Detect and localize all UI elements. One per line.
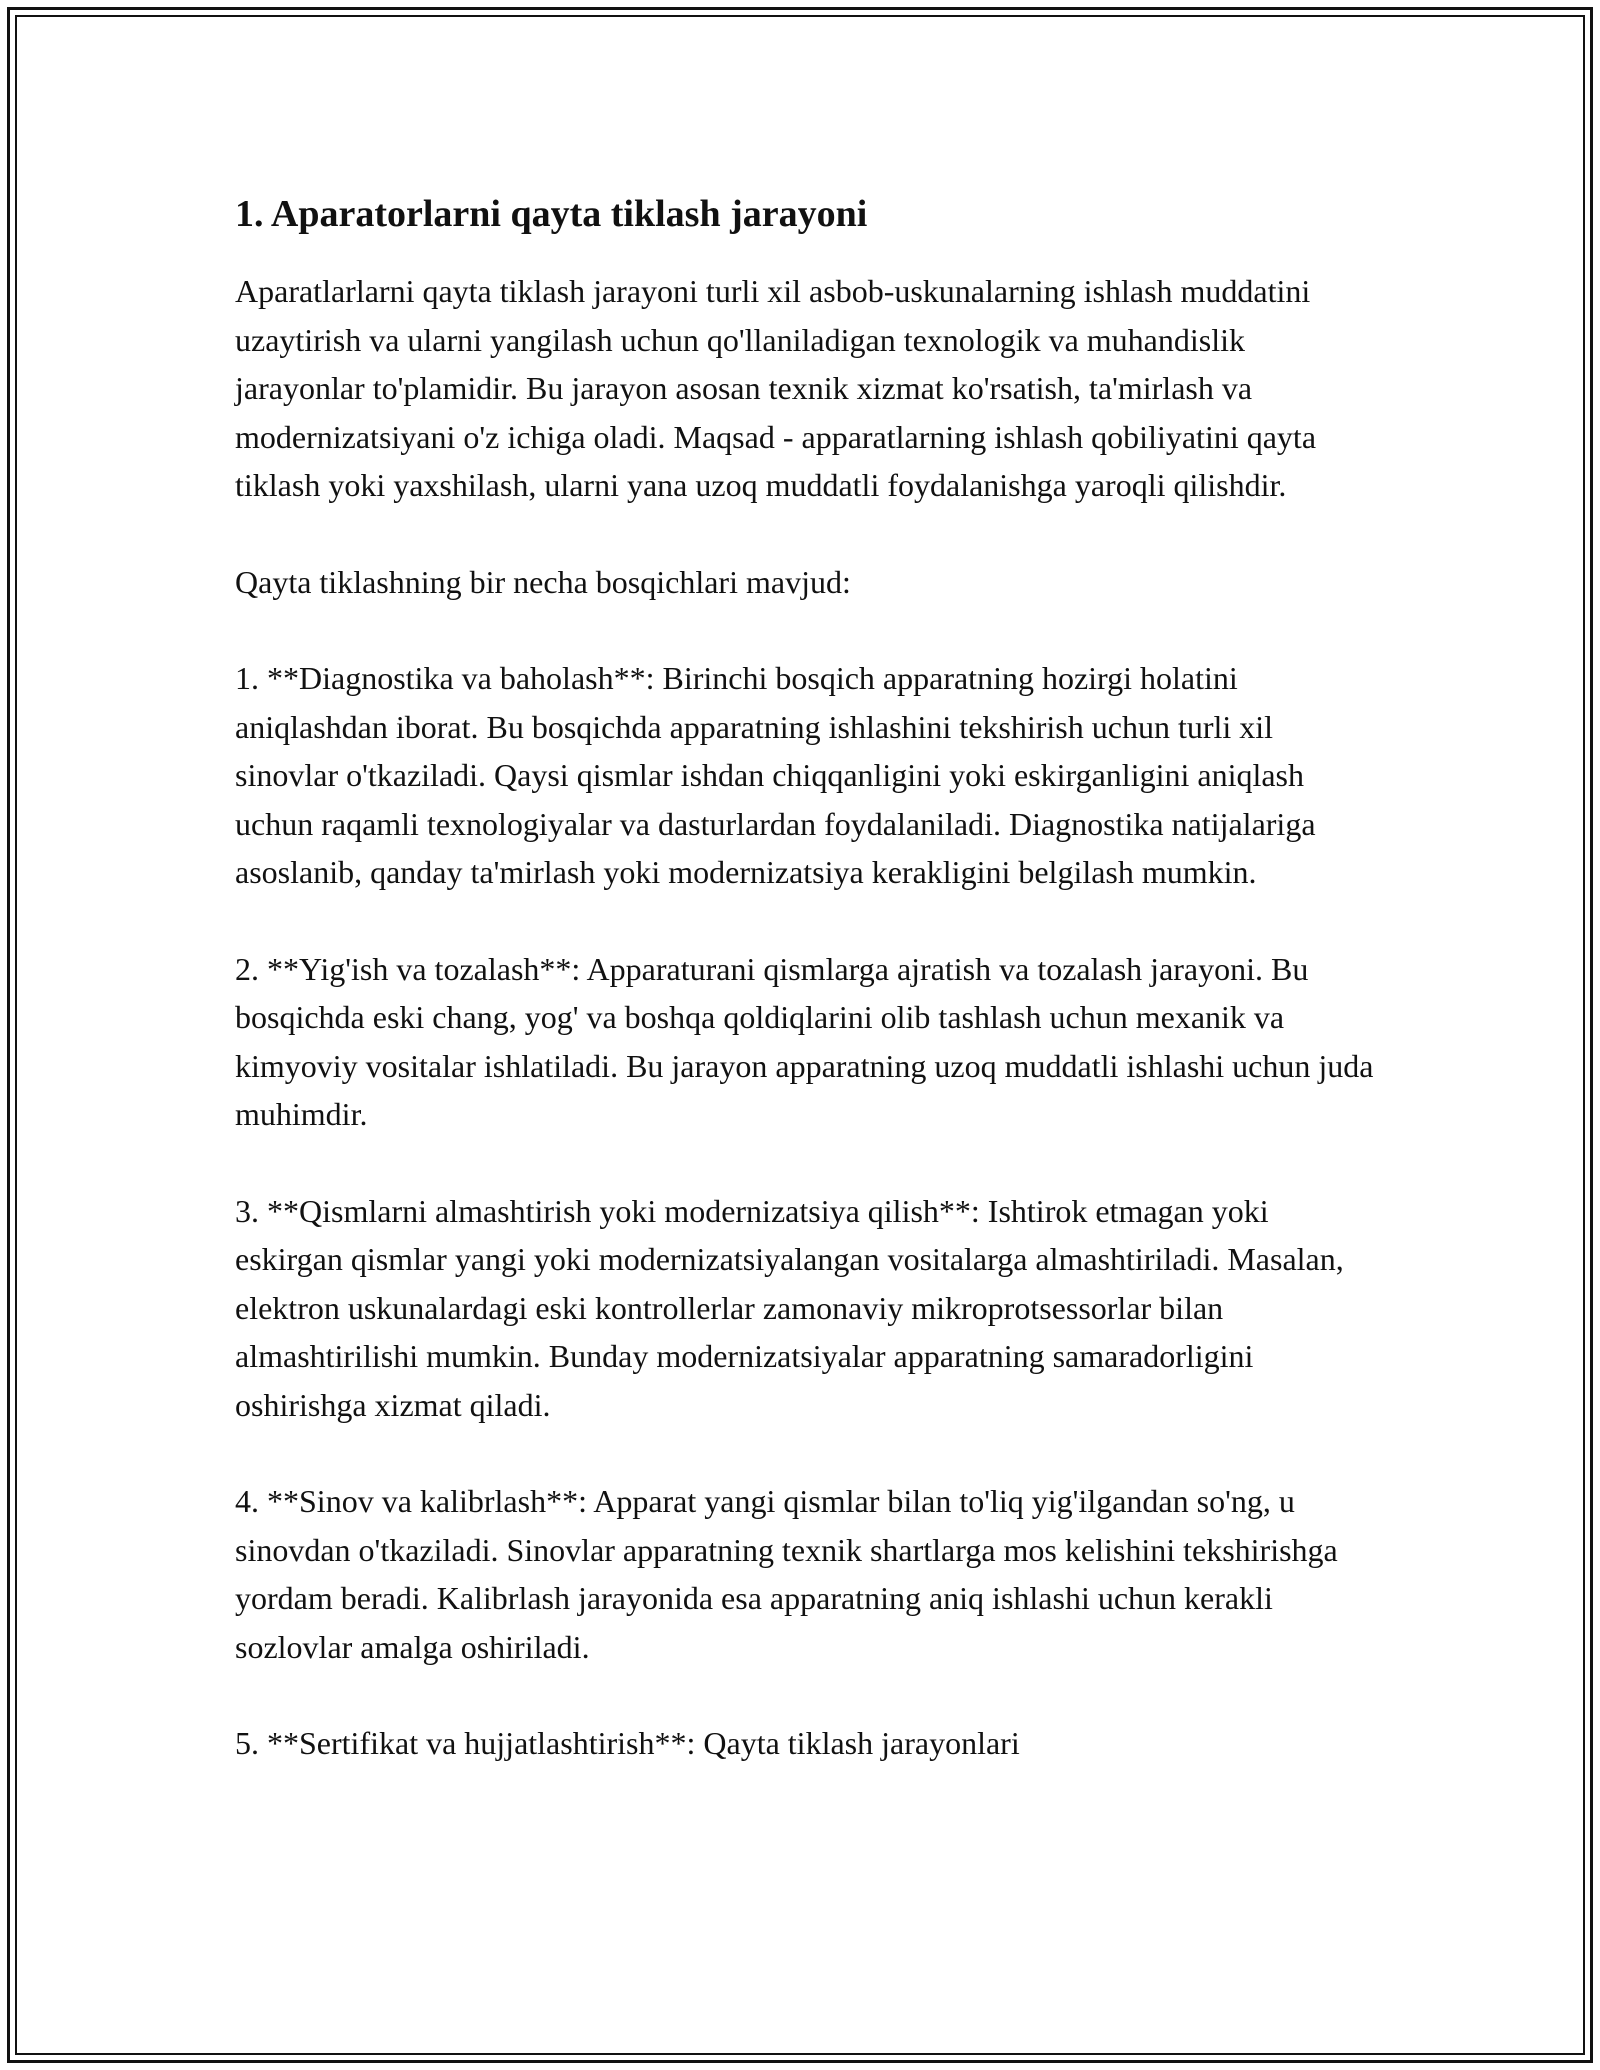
document-body xyxy=(235,185,1375,1768)
document-heading: 1. Aparatorlarni qayta tiklash jarayoni xyxy=(235,193,868,235)
stage-4-paragraph: 4. **Sinov va kalibrlash**: Apparat yangi qismlar bilan to'liq yig'ilgandan so'ng, u sinovdan o'tkaziladi. Sinovlar apparatning texnik shartlarga mos kelishini tekshirishga yordam beradi. Kalibrlash jarayonida esa apparatning aniq ishlashi uchun kerakli sozlovlar amalga oshiriladi. xyxy=(235,1483,1338,1665)
stage-1-paragraph: 1. **Diagnostika va baholash**: Birinchi bosqich apparatning hozirgi holatini aniqlashdan iborat. Bu bosqichda apparatning ishlashini tekshirish uchun turli xil sinovlar o'tkaziladi. Qaysi qismlar ishdan chiqqanligini yoki eskirganligini aniqlash uchun raqamli texnologiyalar va dasturlardan foydalaniladi. Diagnostika natijalariga asoslanib, qanday ta'mirlash yoki modernizatsiya kerakligini belgilash mumkin. xyxy=(235,660,1316,890)
stages-intro-paragraph: Qayta tiklashning bir necha bosqichlari mavjud: xyxy=(235,563,851,600)
intro-paragraph: Aparatlarlarni qayta tiklash jarayoni turli xil asbob-uskunalarning ishlash muddatini uzaytirish va ularni yangilash uchun qo'llaniladigan texnologik va muhandislik jarayonlar to'plamidir. Bu jarayon asosan texnik xizmat ko'rsatish, ta'mirlash va modernizatsiyani o'z ichiga oladi. Maqsad - apparatlarning ishlash qobiliyatini qayta tiklash yoki yaxshilash, ularni yana uzoq muddatli foydalanishga yaroqli qilishdir. xyxy=(235,273,1317,503)
stage-2-paragraph: 2. **Yig'ish va tozalash**: Apparaturani qismlarga ajratish va tozalash jarayoni. Bu bosqichda eski chang, yog' va boshqa qoldiqlarini olib tashlash uchun mexanik va kimyoviy vositalar ishlatiladi. Bu jarayon apparatning uzoq muddatli ishlashi uchun juda muhimdir. xyxy=(235,950,1374,1132)
stage-5-paragraph: 5. **Sertifikat va hujjatlashtirish**: Qayta tiklash jarayonlari xyxy=(235,1725,1020,1761)
stage-3-paragraph: 3. **Qismlarni almashtirish yoki modernizatsiya qilish**: Ishtirok etmagan yoki eskirgan qismlar yangi yoki modernizatsiyalangan vositalarga almashtiriladi. Masalan, elektron uskunalardagi eski kontrollerlar zamonaviy mikroprotsessorlar bilan almashtirilishi mumkin. Bunday modernizatsiyalar apparatning samaradorligini oshirishga xizmat qiladi. xyxy=(235,1192,1344,1423)
